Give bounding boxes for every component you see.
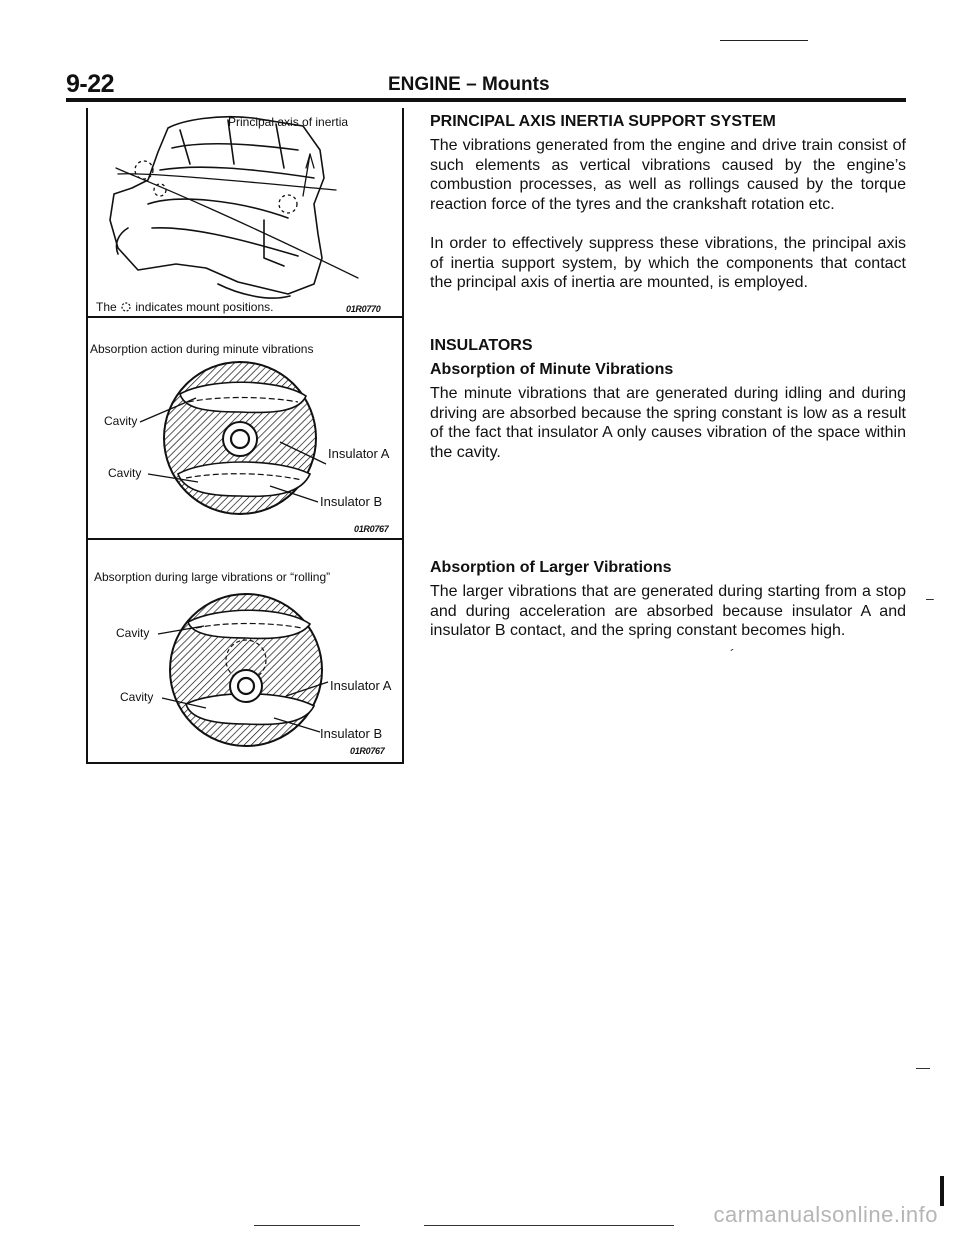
cavity-label-bottom: Cavity (108, 466, 142, 480)
cavity-label-top: Cavity (104, 414, 138, 428)
scan-mark-line (916, 1068, 930, 1069)
scan-mark-dash: – (926, 590, 934, 606)
larger-vibrations-subheading: Absorption of Larger Vibrations (430, 559, 672, 576)
insulator-b-label-large: Insulator B (320, 726, 383, 741)
figure-2-code: 01R0767 (354, 524, 389, 534)
engine-illustration (88, 108, 400, 316)
insulators-heading: INSULATORS (430, 337, 533, 354)
scan-mark-tick: ´ (730, 646, 735, 662)
principal-paragraph-2: In order to effectively suppress these vibrations, the principal axis of inertia support system, by which the components that contact the principal axis of inertia are mounted, is employed. (430, 235, 906, 292)
header-rule (66, 98, 906, 102)
mount-caption (96, 300, 273, 314)
mount-caption-end: indicates mount positions. (135, 300, 274, 314)
insulator-a-label: Insulator A (328, 446, 390, 461)
figure-large-vibrations (88, 540, 400, 762)
minute-vibrations-paragraph: The minute vibrations that are generated during idling and during driving are absorbed because the spring constant is low as a result of the fact that insulator A only causes vibration of the space within the cavity. (430, 385, 906, 461)
watermark: carmanualsonline.info (713, 1202, 938, 1227)
top-dash-mark (720, 40, 808, 41)
figure-1-code: 01R0770 (346, 304, 381, 314)
mount-caption-start: The (96, 300, 117, 314)
scan-mark-bar (940, 1176, 944, 1206)
mount-position-icon (120, 302, 132, 312)
larger-vibrations-paragraph: The larger vibrations that are generated during starting from a stop and during acceleration are absorbed because insulator A and insulator B contact, and the spring constant becomes high. (430, 583, 906, 640)
page-number: 9-22 (66, 70, 115, 98)
principal-heading: PRINCIPAL AXIS INERTIA SUPPORT SYSTEM (430, 113, 776, 130)
figure-2-title: Absorption action during minute vibrations (90, 342, 314, 356)
insulator-a-label-large: Insulator A (330, 678, 392, 693)
cavity-label-top-large: Cavity (116, 626, 150, 640)
minute-vibrations-subheading: Absorption of Minute Vibrations (430, 361, 674, 378)
cavity-label-bottom-large: Cavity (120, 690, 154, 704)
footer-rule-right (424, 1225, 674, 1226)
insulator-b-label: Insulator B (320, 494, 383, 509)
principal-axis-label: Principal axis of inertia (228, 115, 349, 129)
principal-paragraph-1: The vibrations generated from the engine and drive train consist of such elements as vertical vibrations caused by the engine’s combustion processes, as well as rollings caused by the torque reaction force of the tyres and the crankshaft rotation etc. (430, 137, 906, 213)
page-title: ENGINE – Mounts (388, 74, 550, 95)
figure-3-code: 01R0767 (350, 746, 385, 756)
footer-rule-left (254, 1225, 360, 1226)
figure-minute-vibrations (88, 318, 400, 538)
figure-engine-mounts (88, 108, 400, 316)
figure-3-title: Absorption during large vibrations or “rolling” (94, 570, 331, 584)
